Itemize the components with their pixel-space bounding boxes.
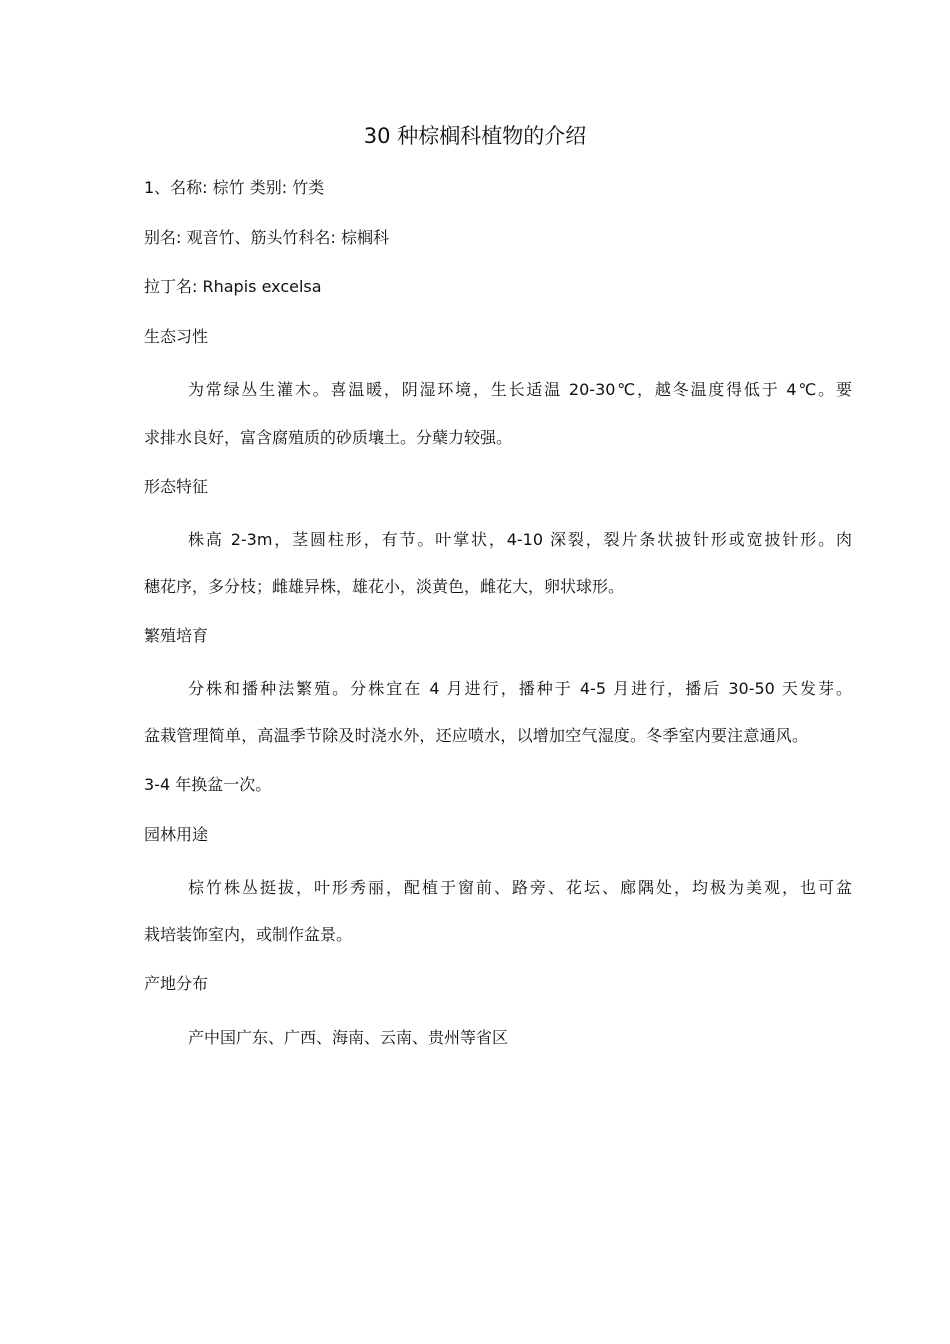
paragraph-line: 3-4 年换盆一次。 — [144, 775, 272, 794]
paragraph-line: 盆栽管理简单，高温季节除及时浇水外，还应喷水，以增加空气湿度。冬季室内要注意通风。 — [144, 726, 808, 745]
alias-family-line: 别名: 观音竹、筋头竹科名: 棕榈科 — [144, 228, 389, 247]
section-heading-morphology: 形态特征 — [144, 477, 209, 496]
section-heading-distribution: 产地分布 — [144, 974, 209, 993]
paragraph-line: 为常绿丛生灌木。喜温暖，阴湿环境，生长适温 20-30℃，越冬温度得低于 4℃。要 — [188, 380, 852, 399]
paragraph-line: 穗花序，多分枝；雌雄异株，雄花小，淡黄色，雌花大，卵状球形。 — [144, 577, 625, 596]
latin-name-line: 拉丁名: Rhapis excelsa — [144, 277, 322, 296]
paragraph-line: 棕竹株丛挺拔，叶形秀丽，配植于窗前、路旁、花坛、廊隅处，均极为美观，也可盆 — [188, 878, 852, 897]
paragraph-line: 产中国广东、广西、海南、云南、贵州等省区 — [188, 1028, 509, 1047]
section-heading-landscape-use: 园林用途 — [144, 825, 209, 844]
section-heading-propagation: 繁殖培育 — [144, 626, 209, 645]
document-title: 30 种棕榈科植物的介绍 — [363, 124, 587, 148]
paragraph-line: 株高 2-3m，茎圆柱形，有节。叶掌状，4-10 深裂，裂片条状披针形或宽披针形。肉 — [188, 530, 852, 549]
section-heading-ecology: 生态习性 — [144, 327, 209, 346]
paragraph-line: 分株和播种法繁殖。分株宜在 4 月进行，播种于 4-5 月进行，播后 30-50 天发芽。 — [188, 679, 852, 698]
paragraph-line: 求排水良好，富含腐殖质的砂质壤土。分蘖力较强。 — [144, 428, 513, 447]
plant-name-line: 1、名称: 棕竹 类别: 竹类 — [144, 178, 325, 197]
paragraph-line: 栽培装饰室内，或制作盆景。 — [144, 925, 353, 944]
